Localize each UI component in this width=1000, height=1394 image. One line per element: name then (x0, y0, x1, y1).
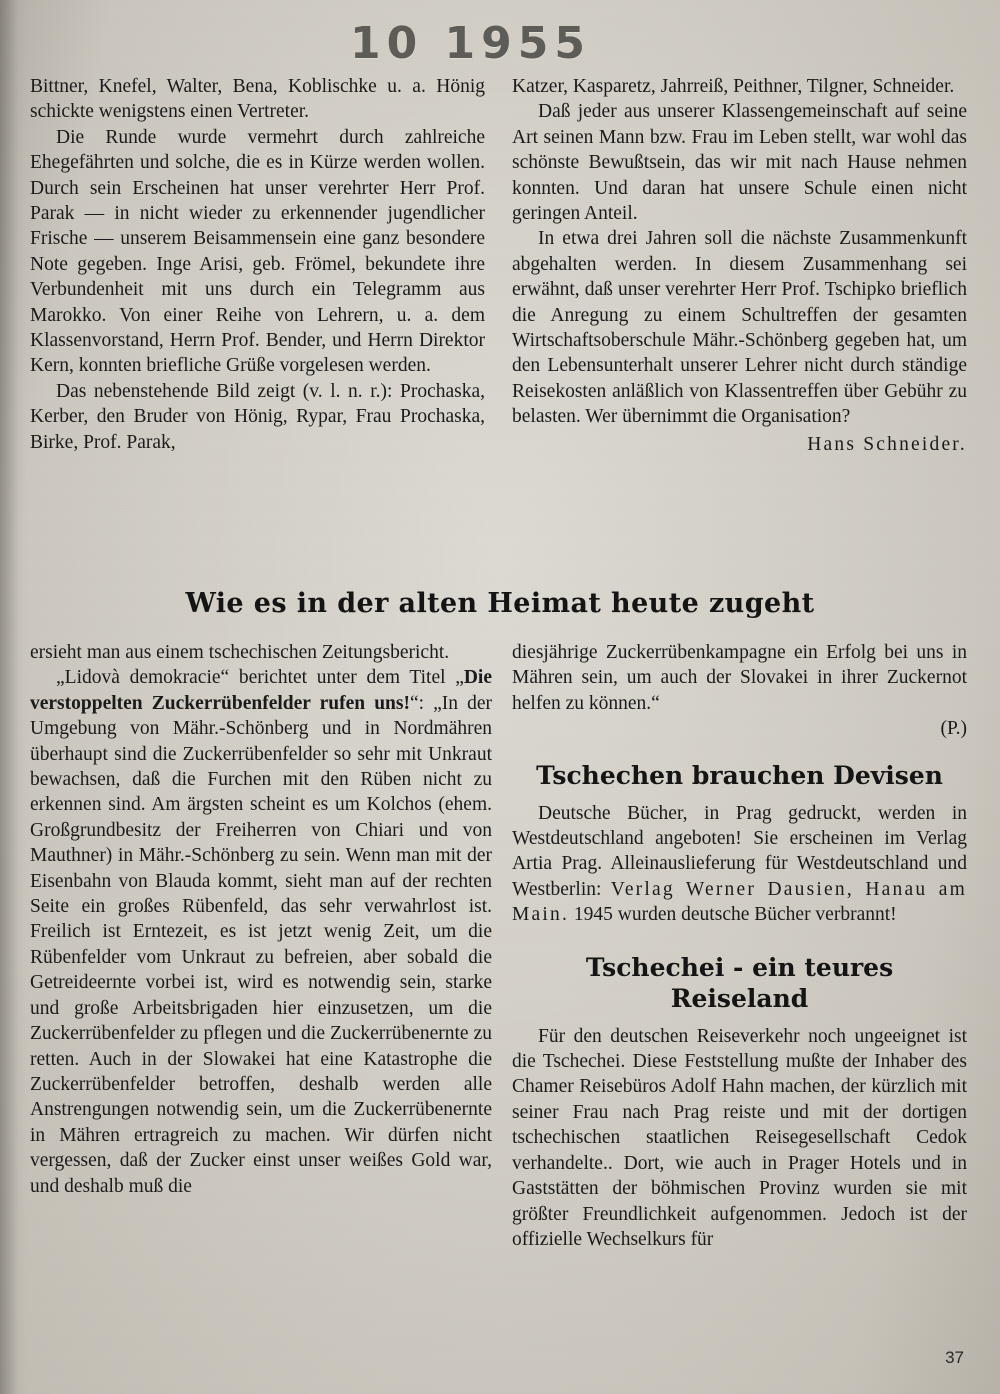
bottom-right-column (512, 640, 967, 1252)
text-after-bold: “: „In der Umgebung von Mähr.-Schönberg und in Nordmähren überhaupt sind die Zuckerrübenfelder so sehr mit Unkraut bewachsen, daß die Furchen mit den Rüben nicht zu erkennen sind. Am ärgsten scheint es um Kolchos (ehem. Großgrundbesitz der Freiherren von Chiari und von Mauthner) in Mähr.-Schönberg zu sein. Wenn man mit der Eisenbahn von Blauda kommt, sieht man auf der rechten Seite ein großes Rübenfeld, das sehr verwahrlost ist. Freilich ist Erntezeit, es ist jetzt wenig Zeit, um die Rübenfelder vom Unkraut zu befreien, aber sobald die Getreideernte vorbei ist, wird es notwendig sein, starke und große Arbeitsbrigaden hier einzusetzen, um die Zuckerrübenfelder zu pflegen und die Zuckerrübenernte zu retten. Auch in der Slowakei hat eine Katastrophe die Zuckerrübenfelder betroffen, deshalb werden alle Anstrengungen notwendig sein, um die Zuckerrübenernte in Mähren ertragreich zu machen. Wir dürfen nicht vergessen, daß der Zucker einst unser weißes Gold war, und deshalb muß die (30, 692, 493, 1197)
issue-stamp: 10 1955 (350, 18, 592, 69)
paragraph: Katzer, Kasparetz, Jahrreiß, Peithner, Tilgner, Schneider. (512, 76, 955, 97)
paragraph-with-bold-title (30, 665, 492, 1199)
attribution: (P.) (940, 718, 967, 740)
publisher-name: Verlag Werner Dausien, Hanau am Main. (512, 878, 967, 926)
quoted-article-title: Die verstoppelten Zuckerrübenfelder rufen uns! (30, 667, 492, 714)
paragraph: In etwa drei Jahren soll die nächste Zusammenkunft abgehalten werden. In diesem Zusammenhang sei erwähnt, daß unser verehrter Herr Prof. Tschipko brieflich die Anregung zu einem Schultreffen der gesamten Wirtschaftsoberschule Mähr.-Schönberg gegeben hat, um den Lebensunterhalt unserer Lehrer nicht durch ständige Reisekosten anläßlich von Klassentreffen über Gebühr zu belasten. Wer übernimmt die Organisation? (512, 228, 967, 428)
paragraph: ersieht man aus einem tschechischen Zeitungsbericht. (30, 642, 450, 663)
paragraph: diesjährige Zuckerrübenkampagne ein Erfolg bei uns in Mähren sein, um auch der Slovakei in ihrer Zuckernot helfen zu können.“ (512, 642, 967, 714)
devisen-text-part1: Deutsche Bücher, in Prag gedruckt, werden in Westdeutschland angeboten! Sie erscheinen im Verlag Artia Prag. Alleinauslieferung für Westdeutschland und Westberlin: (512, 802, 967, 900)
paragraph-reiseland: Für den deutschen Reiseverkehr noch ungeeignet ist die Tschechei. Diese Feststellung mußte der Inhaber des Chamer Reisebüros Adolf Hahn machen, der kürzlich mit seiner Frau nach Prag reiste und mit der dortigen tschechischen staatlichen Reisegesellschaft Cedok verhandelte.. Dort, wie auch in Prager Hotels und in Gaststätten der böhmischen Provinz wurden sie mit größter Freundlichkeit aufgenommen. Jedoch ist der offizielle Wechselkurs für (512, 1025, 967, 1250)
page-number: 37 (945, 1348, 964, 1367)
paragraph: Daß jeder aus unserer Klassengemeinschaft auf seine Art seinen Mann bzw. Frau im Leben stellt, war wohl das schönste Bewußtsein, das wir mit nach Hause nehmen konnten. Und daran hat unsere Schule einen nicht geringen Anteil. (512, 101, 967, 225)
paragraph: Bittner, Knefel, Walter, Bena, Koblischke u. a. Hönig schickte wenigstens einen Vertreter. (30, 76, 485, 123)
text-before-bold: „Lidovà demokracie“ berichtet unter dem Titel „ (56, 667, 464, 689)
title-line-2: Reiseland (670, 983, 809, 1013)
subsection-title-reiseland (512, 952, 967, 1014)
paragraph-devisen (512, 801, 967, 928)
top-right-column (512, 74, 967, 457)
page-title: Wie es in der alten Heimat heute zugeht (185, 588, 815, 619)
bottom-left-column (30, 640, 492, 1199)
top-left-column (30, 74, 485, 455)
article-signature: Hans Schneider. (807, 433, 967, 455)
paragraph: Die Runde wurde vermehrt durch zahlreiche Ehegefährten und solche, die es in Kürze werden wollen. Durch sein Erscheinen hat unser verehrter Herr Prof. Parak — in nicht wieder zu erkennender jugendlicher Frische — unserem Beisammensein eine ganz besondere Note gegeben. Inge Arisi, geb. Frömel, bekundete ihre Verbundenheit mit uns durch ein Telegramm aus Marokko. Von einer Reihe von Lehrern, u. a. dem Klassenvorstand, Herrn Prof. Bender, und Herrn Direktor Kern, konnten briefliche Grüße vorgelesen werden. (30, 126, 485, 377)
subsection-title-devisen: Tschechen brauchen Devisen (536, 760, 943, 790)
title-line-1: Tschechei - ein teures (585, 952, 894, 982)
devisen-text-part2: 1945 wurden deutsche Bücher verbrannt! (569, 904, 897, 926)
paragraph: Das nebenstehende Bild zeigt (v. l. n. r.): Prochaska, Kerber, den Bruder von Hönig, Rypar, Frau Prochaska, Birke, Prof. Parak, (30, 380, 485, 453)
